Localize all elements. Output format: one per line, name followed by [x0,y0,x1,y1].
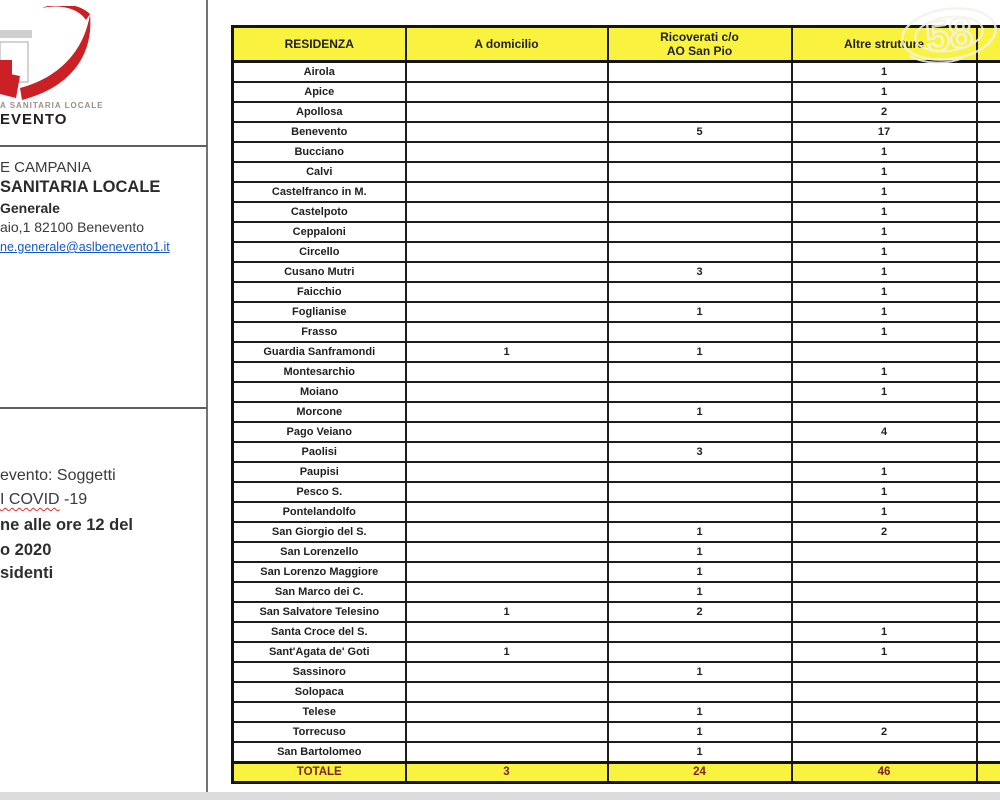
page-fold-line [206,0,208,800]
cell-residenza: Cusano Mutri [233,262,406,282]
cell-cutoff [977,382,1000,402]
cell-value [406,682,608,702]
cell-residenza: San Salvatore Telesino [233,602,406,622]
cell-residenza: San Marco dei C. [233,582,406,602]
cell-cutoff [977,182,1000,202]
cell-value: 1 [406,342,608,362]
cell-residenza: Apollosa [233,102,406,122]
cell-residenza: Solopaca [233,682,406,702]
email-link[interactable]: ne.generale@aslbenevento1.it [0,240,170,254]
cell-value: 1 [406,602,608,622]
cell-value [406,202,608,222]
cell-value: 1 [792,202,977,222]
cell-cutoff [977,562,1000,582]
table-row [233,322,1000,342]
table-row [233,122,1000,142]
table-row [233,742,1000,763]
cell-cutoff [977,202,1000,222]
cell-value [406,442,608,462]
cell-value: 1 [792,502,977,522]
cell-cutoff [977,162,1000,182]
cell-residenza: Moiano [233,382,406,402]
cell-residenza: Apice [233,82,406,102]
cell-value [608,182,792,202]
cell-residenza: Frasso [233,322,406,342]
cell-value: 1 [792,222,977,242]
cell-cutoff [977,462,1000,482]
cell-value [608,82,792,102]
cell-residenza: Pago Veiano [233,422,406,442]
cell-value: 1 [608,302,792,322]
cell-value [406,662,608,682]
cell-cutoff [977,322,1000,342]
cell-value [406,402,608,422]
table-row [233,502,1000,522]
cell-residenza: Pesco S. [233,482,406,502]
cell-residenza: San Giorgio del S. [233,522,406,542]
cell-value: 2 [792,722,977,742]
asl-benevento-logo-icon [0,6,104,102]
cell-residenza: San Bartolomeo [233,742,406,763]
cell-value: 1 [608,742,792,763]
title-line-3: ne alle ore 12 del [0,516,133,534]
cell-value [406,262,608,282]
cell-value: 1 [792,362,977,382]
cell-value [406,122,608,142]
table-row [233,222,1000,242]
cell-value [792,702,977,722]
cell-value: 2 [792,102,977,122]
cell-value [406,522,608,542]
table-row [233,622,1000,642]
cell-value [792,662,977,682]
cell-value: 3 [608,442,792,462]
cell-value: 1 [792,482,977,502]
cell-cutoff [977,122,1000,142]
table-row [233,602,1000,622]
cell-residenza: Ceppaloni [233,222,406,242]
cell-value [406,622,608,642]
cell-residenza: Santa Croce del S. [233,622,406,642]
cell-cutoff [977,742,1000,763]
cell-value [406,702,608,722]
cell-value: 1 [792,142,977,162]
table-row [233,582,1000,602]
table-row [233,722,1000,742]
cell-value: 1 [608,562,792,582]
cell-cutoff [977,142,1000,162]
cell-value [608,622,792,642]
totale-row [233,763,1000,783]
cell-value: 1 [792,642,977,662]
cell-residenza: Castelpoto [233,202,406,222]
cell-value: 3 [608,262,792,282]
cell-value [608,642,792,662]
header-row [233,27,1000,62]
col-header-altre-strutture-label: Altre strutture [843,37,924,51]
cell-value [608,362,792,382]
cell-residenza: Airola [233,62,406,83]
table-row [233,202,1000,222]
cell-value: 17 [792,122,977,142]
cell-value [406,162,608,182]
body-divider-line [0,407,207,409]
table-row [233,642,1000,662]
covid-spellcheck-text: I COVID [0,491,60,508]
address-line-region: E CAMPANIA [0,159,92,176]
col-header-cutoff [977,27,1000,62]
cell-value: 1 [608,402,792,422]
cell-residenza: Sassinoro [233,662,406,682]
table-row [233,522,1000,542]
cell-residenza: Sant'Agata de' Goti [233,642,406,662]
cell-value [406,422,608,442]
cell-cutoff [977,242,1000,262]
cell-value [608,682,792,702]
cell-cutoff [977,602,1000,622]
cell-value [608,242,792,262]
cell-cutoff [977,302,1000,322]
cell-value [608,502,792,522]
cell-value [608,382,792,402]
cell-residenza: Paolisi [233,442,406,462]
table-row [233,242,1000,262]
cell-value: 1 [792,242,977,262]
totale-altre-strutture: 46 [792,763,977,783]
totale-ricoverati: 24 [608,763,792,783]
cell-cutoff [977,522,1000,542]
table-region [231,25,1000,787]
cell-residenza: Telese [233,702,406,722]
address-line-asl: SANITARIA LOCALE [0,178,161,196]
table-row [233,402,1000,422]
watermark-number: 58 [922,7,976,62]
cell-value: 2 [608,602,792,622]
cell-value [608,282,792,302]
cell-residenza: San Lorenzello [233,542,406,562]
cell-value [608,62,792,83]
cell-value: 1 [406,642,608,662]
table-row [233,262,1000,282]
cell-value: 1 [792,182,977,202]
title-line-2 [0,491,87,509]
cell-value [406,142,608,162]
cell-residenza: Bucciano [233,142,406,162]
cell-cutoff [977,542,1000,562]
cell-value: 1 [792,162,977,182]
cell-cutoff [977,722,1000,742]
cell-residenza: Castelfranco in M. [233,182,406,202]
cell-cutoff [977,682,1000,702]
covid-residenza-table [231,25,1000,784]
cell-cutoff [977,442,1000,462]
header-divider-line [0,145,207,147]
cell-value [608,462,792,482]
col-header-residenza [233,27,406,62]
cell-value: 1 [792,302,977,322]
table-row [233,82,1000,102]
cell-residenza: Calvi [233,162,406,182]
cell-value [608,322,792,342]
cell-cutoff [977,662,1000,682]
cell-value: 1 [608,542,792,562]
cell-value [792,442,977,462]
cell-value: 1 [792,82,977,102]
address-line-direzione: Generale [0,200,60,216]
cell-value [792,542,977,562]
title-line-4: o 2020 [0,541,52,559]
cell-value: 1 [608,342,792,362]
cell-residenza: Guardia Sanframondi [233,342,406,362]
col-header-altre-strutture [792,27,977,62]
cell-residenza: Foglianise [233,302,406,322]
cell-value [406,182,608,202]
cell-value: 1 [792,282,977,302]
cell-value [406,242,608,262]
cell-value: 1 [608,582,792,602]
cell-value [608,162,792,182]
address-line-street: aio,1 82100 Benevento [0,219,145,235]
cell-cutoff [977,262,1000,282]
table-row [233,62,1000,83]
table-row [233,302,1000,322]
cell-value [792,582,977,602]
cell-residenza: Torrecuso [233,722,406,742]
cell-value [792,402,977,422]
cell-cutoff [977,582,1000,602]
cell-value: 2 [792,522,977,542]
cell-value [406,462,608,482]
cell-cutoff [977,502,1000,522]
table-row [233,442,1000,462]
cell-cutoff [977,222,1000,242]
cell-cutoff [977,282,1000,302]
cell-value [406,582,608,602]
col-header-ricoverati [608,27,792,62]
cell-value [608,222,792,242]
cell-value [406,62,608,83]
cell-value [406,542,608,562]
cell-value [792,342,977,362]
cell-cutoff [977,642,1000,662]
table-row [233,362,1000,382]
cell-value [792,682,977,702]
col-header-a-domicilio [406,27,608,62]
title-line-1: evento: Soggetti [0,467,116,484]
cell-value [608,202,792,222]
table-body [233,62,1000,763]
title-line-5: sidenti [0,564,54,582]
cell-value [406,722,608,742]
cell-cutoff [977,482,1000,502]
cell-value: 1 [792,462,977,482]
totale-cutoff [977,763,1000,783]
cell-value: 1 [608,702,792,722]
cell-value [406,502,608,522]
table-row [233,382,1000,402]
cell-residenza: Paupisi [233,462,406,482]
logo-title: EVENTO [0,111,68,128]
cell-value: 1 [792,322,977,342]
cell-cutoff [977,622,1000,642]
logo-subtitle: A SANITARIA LOCALE [0,101,104,110]
table-row [233,142,1000,162]
cell-value: 1 [608,522,792,542]
cell-cutoff [977,362,1000,382]
table-row [233,282,1000,302]
cell-value: 1 [608,722,792,742]
col-header-ricoverati-line1: Ricoverati c/o [660,30,739,44]
table-row [233,162,1000,182]
table-row [233,182,1000,202]
cell-residenza: Montesarchio [233,362,406,382]
col-header-residenza-label: RESIDENZA [284,37,354,51]
cell-value: 4 [792,422,977,442]
cell-residenza: San Lorenzo Maggiore [233,562,406,582]
table-row [233,342,1000,362]
cell-residenza: Benevento [233,122,406,142]
table-row [233,562,1000,582]
table-row [233,102,1000,122]
cell-value: 5 [608,122,792,142]
cell-value [608,142,792,162]
cell-value [406,742,608,763]
cell-cutoff [977,102,1000,122]
cell-cutoff [977,82,1000,102]
cell-value [608,482,792,502]
title-line-2-rest: -19 [59,491,88,508]
totale-a-domicilio: 3 [406,763,608,783]
cell-value [406,322,608,342]
cell-value [792,562,977,582]
table-row [233,462,1000,482]
col-header-a-domicilio-label: A domicilio [474,37,539,51]
cell-value [406,482,608,502]
cell-value [608,422,792,442]
cell-residenza: Pontelandolfo [233,502,406,522]
cell-cutoff [977,402,1000,422]
cell-value [406,302,608,322]
cell-residenza: Circello [233,242,406,262]
cell-value: 1 [792,262,977,282]
cell-value [792,602,977,622]
table-row [233,662,1000,682]
cell-value: 1 [792,382,977,402]
cell-value [406,282,608,302]
cell-residenza: Morcone [233,402,406,422]
cell-value [406,102,608,122]
table-row [233,542,1000,562]
cell-cutoff [977,702,1000,722]
cell-value [406,362,608,382]
cell-value [406,222,608,242]
cell-value: 1 [792,62,977,83]
cell-cutoff [977,62,1000,83]
cell-value [406,562,608,582]
cell-cutoff [977,422,1000,442]
cell-residenza: Faicchio [233,282,406,302]
table-row [233,702,1000,722]
cell-value [406,82,608,102]
table-row [233,682,1000,702]
table-row [233,422,1000,442]
cell-value [792,742,977,763]
table-row [233,482,1000,502]
scan-edge-strip [0,792,1000,800]
cell-value: 1 [608,662,792,682]
cell-cutoff [977,342,1000,362]
cell-value: 1 [792,622,977,642]
cell-value [608,102,792,122]
col-header-ricoverati-line2: AO San Pio [666,44,733,58]
totale-label: TOTALE [233,763,406,783]
cell-value [406,382,608,402]
